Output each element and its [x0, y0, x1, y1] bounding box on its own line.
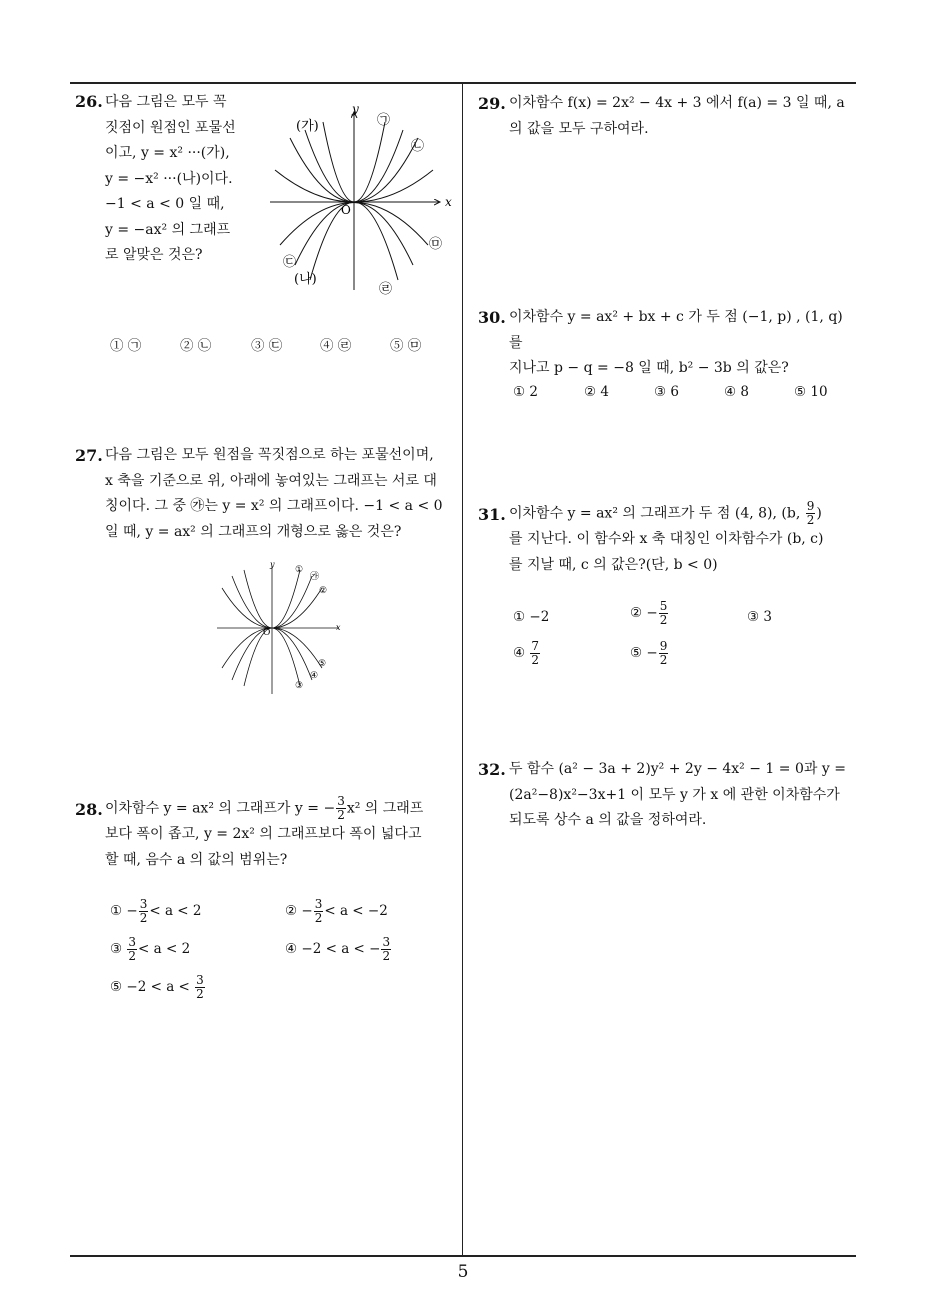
choice[interactable]: ⑤ −2 < a < $\frac{3}{2}$: [110, 973, 204, 1001]
choice[interactable]: ④ $\frac{7}{2}$: [513, 639, 540, 667]
x-axis-label: x: [336, 623, 341, 632]
top-rule: [70, 82, 856, 84]
origin-label: O: [341, 203, 351, 217]
choice[interactable]: ① − $\frac{3}{2}$ < a < 2: [110, 897, 202, 925]
parabola-figure-26: [265, 100, 465, 295]
choice[interactable]: ④ −2 < a < − $\frac{3}{2}$: [285, 935, 391, 963]
curve-label-5: ㉤: [429, 237, 443, 252]
choice[interactable]: ④ ㉣: [320, 338, 352, 354]
curve-marker: ②: [319, 586, 328, 596]
parabola-figure-27: [214, 558, 346, 696]
origin-label: O: [263, 628, 271, 638]
curve-marker: ⑤: [318, 659, 327, 669]
choice[interactable]: ② 4: [584, 384, 609, 400]
y-axis-label: y: [352, 102, 359, 116]
choice[interactable]: ② ㉡: [180, 338, 212, 354]
choice[interactable]: ③ $\frac{3}{2}$ < a < 2: [110, 935, 191, 963]
choice[interactable]: ⑤ − $\frac{9}{2}$: [630, 639, 668, 667]
fraction: $\frac{9}{2}$: [806, 499, 815, 527]
curve-marker: ①: [295, 565, 304, 575]
curve-marker: ④: [310, 671, 319, 681]
question-number: 29.: [478, 94, 506, 113]
bottom-rule: [70, 1255, 856, 1257]
question-number: 31.: [478, 505, 506, 524]
curve-label-na: (나): [294, 272, 317, 287]
fraction: $\frac{3}{2}$: [337, 794, 345, 822]
choice[interactable]: ① ㉠: [110, 338, 142, 354]
question-text: 이차함수 y = ax² + bx + c 가 두 점 (−1, p) , (1, q) 를 지나고 p − q = −8 일 때, b² − 3b 의 값은?: [509, 309, 843, 376]
question-number: 32.: [478, 760, 506, 779]
question-text: 이차함수 y = ax² 의 그래프가 y = − $\frac{3}{2}$ x² 의 그래프 보다 폭이 좁고, y = 2x² 의 그래프보다 폭이 넓다고 할 때, 음수 a 의 값의 범위는?: [105, 794, 424, 868]
question-text: 두 함수 (a² − 3a + 2)y² + 2y − 4x² − 1 = 0과 y = (2a²−8)x²−3x+1 이 모두 y 가 x 에 관한 이차함수가 되도록 상수 a 의 값을 정하여라.: [509, 761, 846, 828]
question-number: 27.: [75, 446, 103, 465]
y-axis-label: y: [270, 560, 275, 569]
choice[interactable]: ④ 8: [724, 384, 749, 400]
choice[interactable]: ② − $\frac{3}{2}$ < a < −2: [285, 897, 388, 925]
choice[interactable]: ③ ㉢: [251, 338, 283, 354]
curve-marker: ㉮: [310, 572, 320, 582]
x-axis-label: x: [445, 195, 452, 209]
page-number: 5: [457, 1262, 469, 1282]
choice[interactable]: ① 2: [513, 384, 538, 400]
curve-label-1: ㉠: [377, 113, 391, 128]
curve-label-2: ㉡: [411, 139, 425, 154]
question-number: 26.: [75, 92, 103, 111]
question-text: 이차함수 f(x) = 2x² − 4x + 3 에서 f(a) = 3 일 때, a 의 값을 모두 구하여라.: [509, 95, 845, 137]
choice[interactable]: ③ 6: [654, 384, 679, 400]
question-text: 이차함수 y = ax² 의 그래프가 두 점 (4, 8), (b, $\frac{9}{2}$ ) 를 지난다. 이 함수와 x 축 대칭인 이차함수가 (b, c) 를 지날 때, c 의 값은?(단, b < 0): [509, 499, 824, 573]
question-text: 다음 그림은 모두 원점을 꼭짓점으로 하는 포물선이며, x 축을 기준으로 위, 아래에 놓여있는 그래프는 서로 대 칭이다. 그 중 ㉮는 y = x² 의 그래프이다. −1 < a < 0 일 때, y = ax² 의 그래프의 개형으로 옳은 것은?: [105, 447, 443, 540]
curve-label-ga: (가): [296, 119, 319, 134]
question-text: 다음 그림은 모두 꼭 짓점이 원점인 포물선 이고, y = x² ···(가), y = −x² ···(나)이다. −1 < a < 0 일 때, y = −ax² 의 그래프 로 알맞은 것은?: [105, 94, 236, 263]
curve-label-4: ㉣: [379, 282, 393, 295]
choice[interactable]: ③ 3: [747, 609, 772, 625]
choice[interactable]: ② − $\frac{5}{2}$: [630, 599, 668, 627]
question-number: 30.: [478, 308, 506, 327]
curve-label-3: ㉢: [283, 255, 297, 270]
question-number: 28.: [75, 800, 103, 819]
choice[interactable]: ⑤ 10: [794, 384, 828, 400]
choice[interactable]: ① −2: [513, 609, 550, 625]
curve-marker: ③: [295, 681, 304, 691]
choice[interactable]: ⑤ ㉤: [390, 338, 422, 354]
